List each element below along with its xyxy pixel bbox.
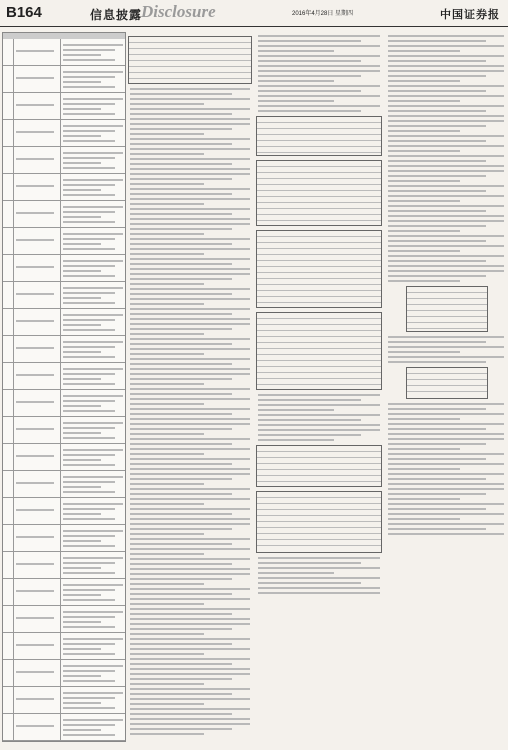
table-row	[3, 471, 125, 498]
table-row	[3, 714, 125, 741]
page-header	[0, 0, 508, 27]
table-row	[3, 444, 125, 471]
table-row	[3, 309, 125, 336]
table-row	[3, 174, 125, 201]
fund-info-table	[128, 36, 252, 84]
table-row	[3, 390, 125, 417]
table-row	[3, 336, 125, 363]
table-row	[3, 417, 125, 444]
financial-table	[256, 491, 382, 553]
table-row	[3, 66, 125, 93]
table-row	[3, 606, 125, 633]
table-row	[3, 498, 125, 525]
table-row	[3, 633, 125, 660]
table-row	[3, 579, 125, 606]
table-row	[3, 660, 125, 687]
article-column-3	[386, 32, 506, 740]
section-title: 信息披露	[90, 8, 143, 22]
article-column-2	[256, 32, 382, 740]
table-row	[3, 201, 125, 228]
table-row	[3, 93, 125, 120]
small-table	[406, 286, 488, 332]
table-row	[3, 525, 125, 552]
table-row	[3, 687, 125, 714]
issue-date: 2016年4月28日 星期四	[292, 11, 354, 17]
table-row	[3, 282, 125, 309]
table-row	[3, 363, 125, 390]
table-row	[3, 255, 125, 282]
financial-table	[256, 230, 382, 308]
financial-table	[256, 445, 382, 487]
financial-table	[256, 160, 382, 226]
financial-table	[256, 116, 382, 156]
table-row	[3, 39, 125, 66]
table-row	[3, 120, 125, 147]
article-column-1	[128, 32, 252, 740]
table-row	[3, 228, 125, 255]
section-title-en: Disclosure	[141, 2, 216, 21]
page-number: B164	[6, 4, 42, 21]
newspaper-logo: 中国证券报	[440, 9, 500, 21]
small-table	[406, 367, 488, 399]
article-text-block	[128, 88, 252, 735]
left-index-table	[2, 32, 126, 742]
table-row	[3, 552, 125, 579]
financial-table	[256, 312, 382, 390]
table-row	[3, 147, 125, 174]
